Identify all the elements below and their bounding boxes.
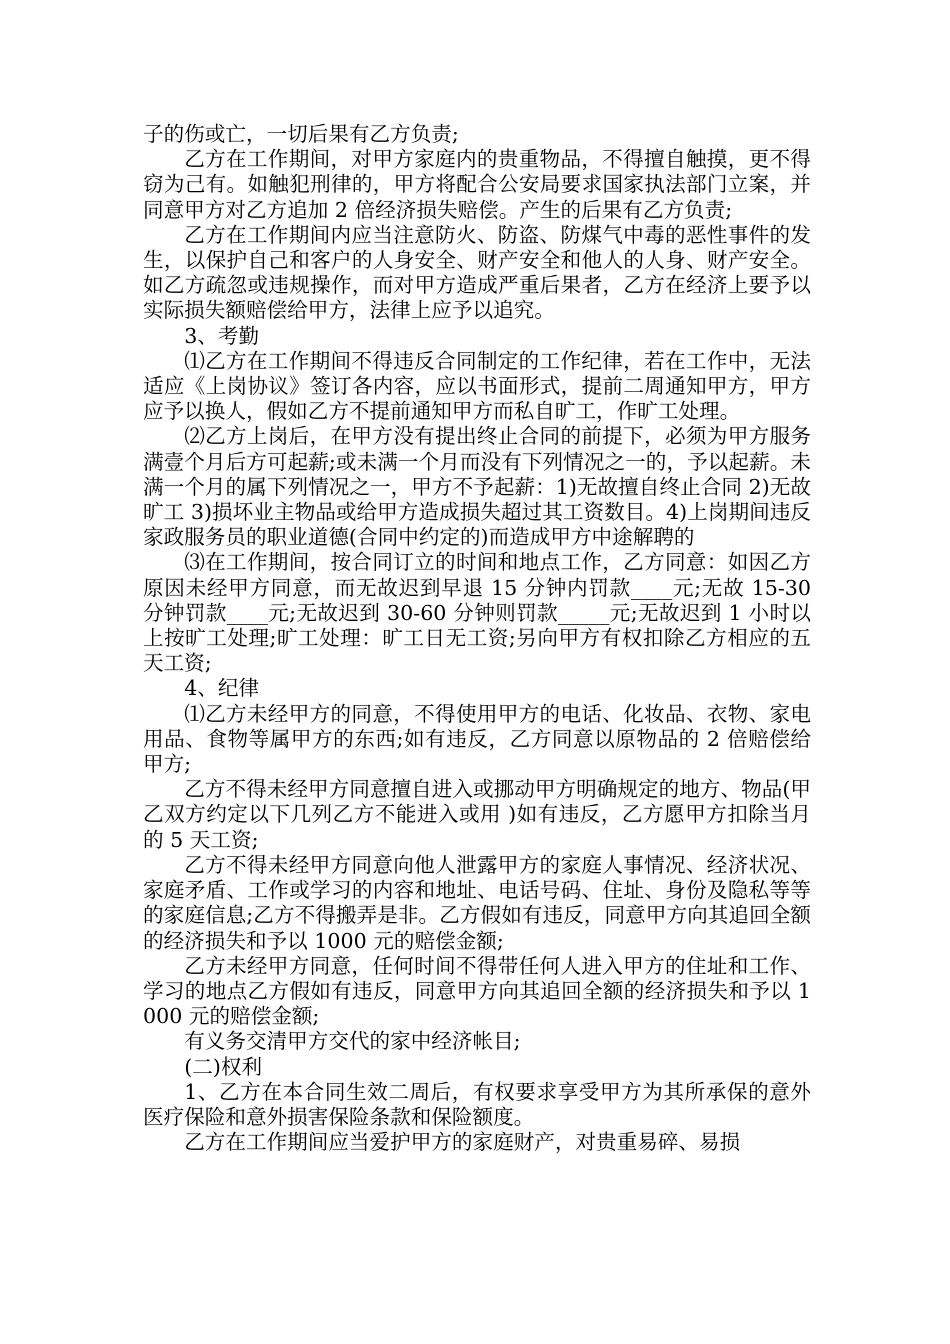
section-heading-attendance: 3、考勤 bbox=[184, 323, 260, 348]
paragraph-rights-2: 乙方在工作期间应当爱护甲方的家庭财产，对贵重易碎、易损 bbox=[184, 1130, 741, 1155]
paragraph-injury-liability: 子的伤或亡，一切后果有乙方负责; bbox=[143, 122, 459, 146]
paragraph-discipline-1: ⑴乙方未经甲方的同意，不得使用甲方的电话、化妆品、衣物、家电用品、食物等属甲方的东西;如有违反，乙方同意以原物品的 2 倍赔偿给甲方; bbox=[143, 701, 811, 777]
paragraph-safety: 乙方在工作期间内应当注意防火、防盗、防煤气中毒的恶性事件的发生，以保护自己和客户的人身安全、财产安全和他人的人身、财产安全。如乙方疏忽或违规操作，而对甲方造成严重后果者，乙方在经济上要予以实际损失额赔偿给甲方，法律上应予以追究。 bbox=[143, 222, 811, 323]
paragraph-discipline-4: 乙方未经甲方同意，任何时间不得带任何人进入甲方的住址和工作、学习的地点乙方假如有违反，同意甲方向其追回全额的经济损失和予以 1000 元的赔偿金额; bbox=[143, 953, 811, 1029]
paragraph-discipline-3: 乙方不得未经甲方同意向他人泄露甲方的家庭人事情况、经济状况、家庭矛盾、工作或学习的内容和地址、电话号码、住址、身份及隐私等等的家庭信息;乙方不得搬弄是非。乙方假如有违反，同意甲方向其追回全额的经济损失和予以 1000 元的赔偿金额; bbox=[143, 852, 811, 953]
paragraph-discipline-2: 乙方不得未经甲方同意擅自进入或挪动甲方明确规定的地方、物品(甲乙双方约定以下几列乙方不能进入或用 )如有违反，乙方愿甲方扣除当月的 5 天工资; bbox=[143, 777, 811, 852]
document-body bbox=[143, 122, 811, 1155]
section-heading-discipline: 4、纪律 bbox=[184, 676, 260, 701]
paragraph-rights-1: 1、乙方在本合同生效二周后，有权要求享受甲方为其所承保的意外医疗保险和意外损害保险条款和保险额度。 bbox=[143, 1079, 811, 1129]
paragraph-attendance-3: ⑶在工作期间，按合同订立的时间和地点工作，乙方同意：如因乙方原因未经甲方同意，而无故迟到早退 15 分钟内罚款____元;无故 15-30 分钟罚款____元;无故迟到 30-60 分钟则罚款_____元;无故迟到 1 小时以上按旷工处理;旷工处理：旷工日无工资;另向甲方有权扣除乙方相应的五天工资; bbox=[143, 550, 811, 676]
section-heading-rights: (二)权利 bbox=[184, 1054, 263, 1079]
paragraph-valuables: 乙方在工作期间，对甲方家庭内的贵重物品，不得擅自触摸，更不得窃为己有。如触犯刑律的，甲方将配合公安局要求国家执法部门立案，并同意甲方对乙方追加 2 倍经济损失赔偿。产生的后果有乙方负责; bbox=[143, 147, 811, 222]
paragraph-discipline-5: 有义务交清甲方交代的家中经济帐目; bbox=[184, 1029, 521, 1054]
paragraph-attendance-1: ⑴乙方在工作期间不得违反合同制定的工作纪律，若在工作中，无法适应《上岗协议》签订各内容，应以书面形式，提前二周通知甲方，甲方应予以换人，假如乙方不提前通知甲方而私自旷工，作旷工处理。 bbox=[143, 348, 811, 424]
paragraph-attendance-2: ⑵乙方上岗后，在甲方没有提出终止合同的前提下，必须为甲方服务满壹个月后方可起薪;或未满一个月而没有下列情况之一的，予以起薪。未满一个月的属下列情况之一，甲方不予起薪：1)无故擅自终止合同 2)无故旷工 3)损坏业主物品或给甲方造成损失超过其工资数目。4)上岗期间违反家政服务员的职业道德(合同中约定的)而造成甲方中途解聘的 bbox=[143, 424, 811, 550]
